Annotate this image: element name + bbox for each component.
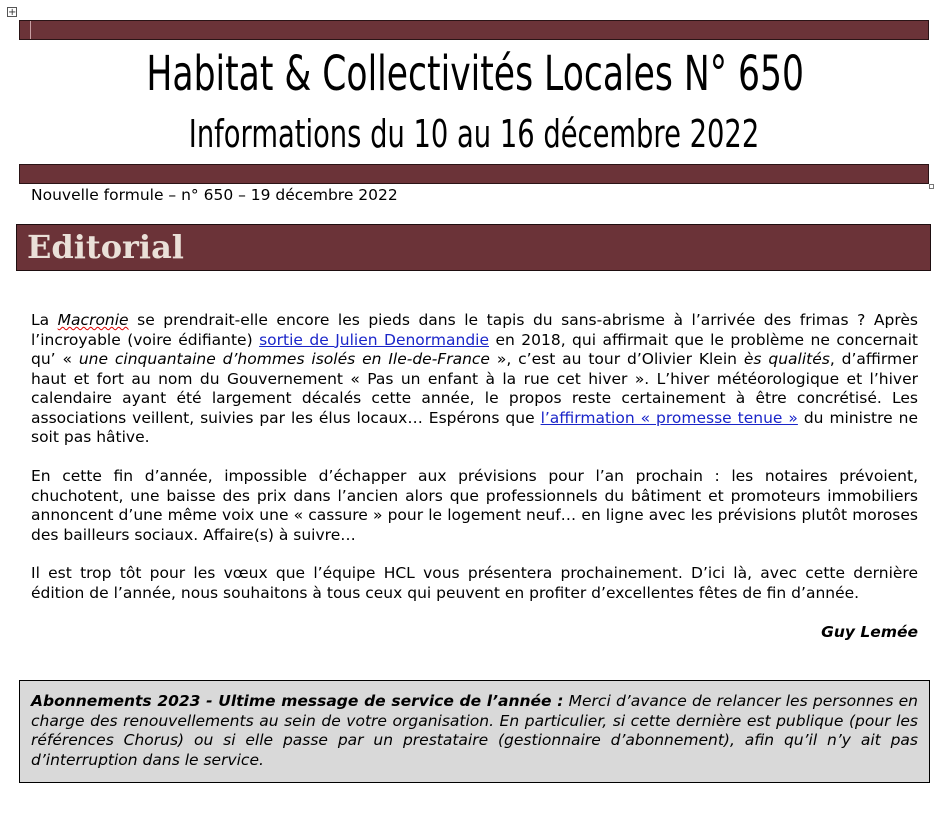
notice-heading: Abonnements 2023 - Ultime message de service de l’année : <box>31 692 564 710</box>
text-cursor-marker <box>30 21 31 39</box>
notice-body: Merci d’avance de relancer les personnes en charge des renouvellements au sein de votre organisation. En particulier, si cette dernière est publique (pour les références Chorus) ou si elle passe par un prestataire (gestionnaire d’abonnement), afin qu’il n’y ait pas d’interruption dans le service. <box>31 692 918 769</box>
text-run: », c’est au tour d’Olivier Klein <box>489 350 744 368</box>
editorial-paragraph-3: Il est trop tôt pour les vœux que l’équipe HCL vous présentera prochainement. D’ici là, avec cette dernière édition de l’année, nous souhaitons à tous ceux qui peuvent en profiter d’excellentes fêtes de fin d’année. <box>31 564 918 602</box>
denormandie-link[interactable] <box>259 331 489 349</box>
text-run: , d’affirmer haut et fort au nom du Gouvernement « Pas un enfant à la rue cet hiver ». L’hiver météorologique et l’hiver calendaire ayant été largement décalés cette année, le propos reste certainement à être concrétisé. Les associations veillent, suivies par les élus locaux… Espérons que <box>31 350 918 427</box>
section-banner <box>16 224 931 271</box>
edition-line: Nouvelle formule – n° 650 – 19 décembre 2022 <box>31 186 398 204</box>
macronie-word: Macronie <box>57 311 129 329</box>
newsletter-title: Habitat & Collectivités Locales N° 650 <box>146 46 804 102</box>
es-qualites: ès qualités <box>743 350 830 368</box>
editorial-paragraph-2: En cette fin d’année, impossible d’échapper aux prévisions pour l’an prochain : les notaires prévoient, chuchotent, une baisse des prix dans l’ancien alors que professionnels du bâtiment et promoteurs immobiliers annoncent d’une même voix une « cassure » pour le logement neuf… en ligne avec les prévisions plutôt moroses des bailleurs sociaux. Affaire(s) à suivre… <box>31 467 918 544</box>
text-run: La <box>31 311 58 329</box>
header-top-bar <box>19 20 929 40</box>
link-text-name: Denormandie <box>384 330 489 349</box>
header-bottom-bar <box>19 164 929 184</box>
promesse-tenue-link[interactable]: l’affirmation « promesse tenue » <box>540 408 798 427</box>
quote-italic: une cinquantaine d’hommes isolés en Ile-de-France <box>78 350 490 368</box>
notice-text <box>31 692 918 770</box>
subscription-notice-box <box>19 680 930 783</box>
text-run: se prendrait-elle encore les pieds dans le tapis du sans-abrisme à l’arrivée des frimas ? Après l’incroyable (voire édifiante) <box>31 311 918 349</box>
section-title: Editorial <box>27 228 184 266</box>
table-move-handle-icon[interactable]: + <box>8 7 17 18</box>
text-run: en 2018, qui affirmait que le problème ne concernait qu’ « <box>31 330 919 368</box>
text-run: du ministre ne soit pas hâtive. <box>31 408 919 446</box>
author-signature: Guy Lemée <box>821 623 918 641</box>
editorial-paragraph-1 <box>31 311 918 448</box>
link-text: sortie de Julien <box>259 330 385 349</box>
table-resize-handle[interactable] <box>929 184 934 189</box>
newsletter-subtitle: Informations du 10 au 16 décembre 2022 <box>188 112 760 156</box>
